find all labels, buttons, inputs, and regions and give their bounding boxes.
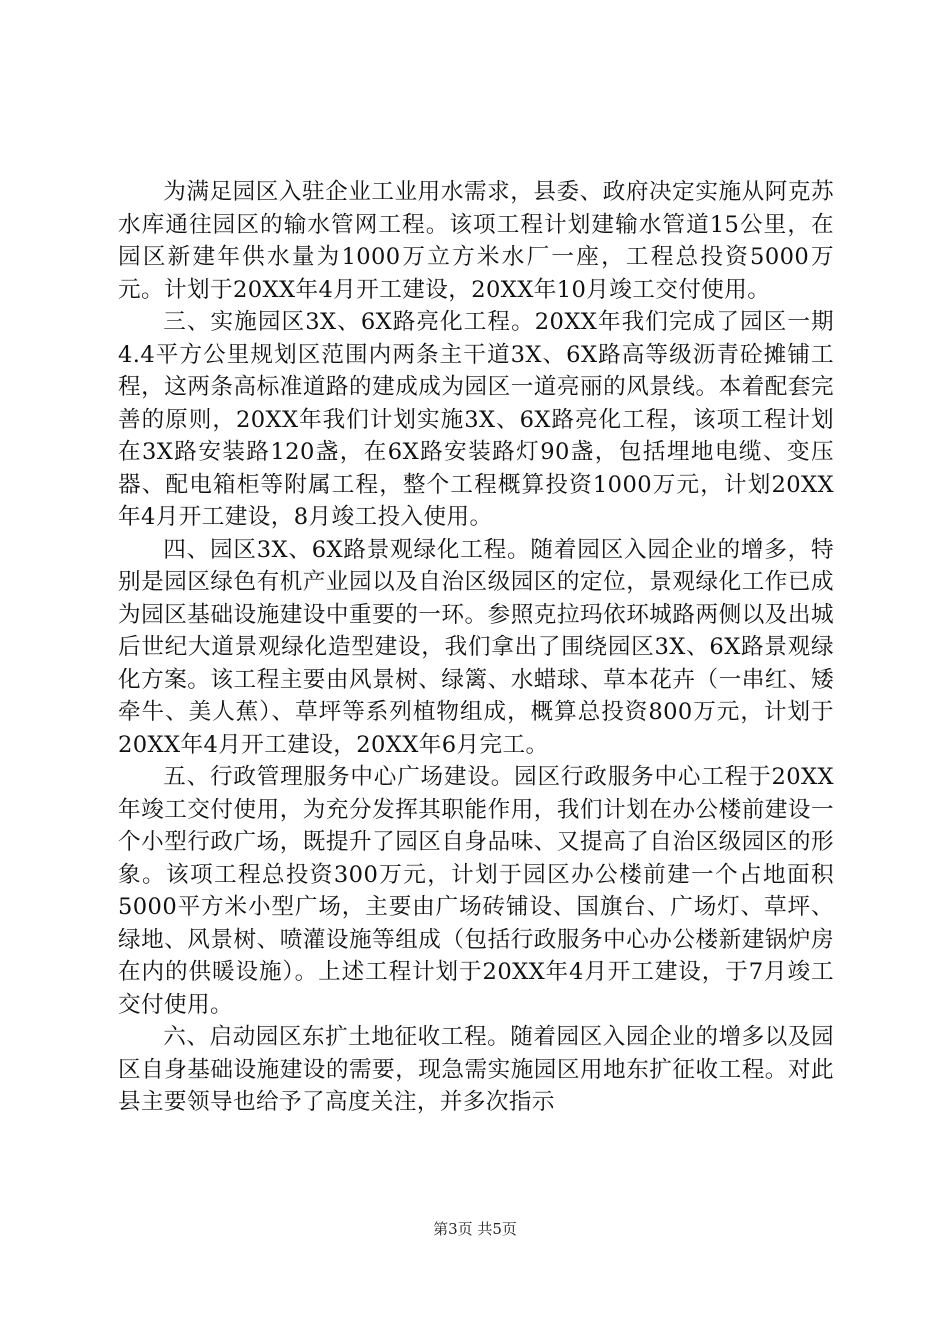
page-footer: 第3页 共5页 — [433, 1220, 517, 1238]
paragraph-road-lighting: 三、实施园区3X、6X路亮化工程。20XX年我们完成了园区一期4.4平方公里规划区范围内两条主干道3X、6X路高等级沥青砼摊铺工程，这两条高标准道路的建成成为园区一道亮丽的风景线。本着配套完善的原则，20XX年我们计划实施3X、6X路亮化工程，该项工程计划在3X路安装路120盏，在6X路安装路灯90盏，包括埋地电缆、变压器、配电箱柜等附属工程，整个工程概算投资1000万元，计划20XX年4月开工建设，8月竣工投入使用。 — [118, 309, 834, 530]
body-text — [118, 176, 834, 1119]
paragraph-landscape-greening: 四、园区3X、6X路景观绿化工程。随着园区入园企业的增多，特别是园区绿色有机产业园以及自治区级园区的定位，景观绿化工作已成为园区基础设施建设中重要的一环。参照克拉玛依环城路两侧以及出城后世纪大道景观绿化造型建设，我们拿出了围绕园区3X、6X路景观绿化方案。该工程主要由风景树、绿篱、水蜡球、草本花卉（一串红、矮牵牛、美人蕉）、草坪等系列植物组成，概算总投资800万元，计划于20XX年4月开工建设，20XX年6月完工。 — [118, 536, 834, 758]
paragraph-admin-plaza: 五、行政管理服务中心广场建设。园区行政服务中心工程于20XX年竣工交付使用，为充分发挥其职能作用，我们计划在办公楼前建设一个小型行政广场，既提升了园区自身品味、又提高了自治区级园区的形象。该项工程总投资300万元，计划于园区办公楼前建一个占地面积5000平方米小型广场，主要由广场砖铺设、国旗台、广场灯、草坪、绿地、风景树、喷灌设施等组成（包括行政服务中心办公楼新建锅炉房在内的供暖设施）。上述工程计划于20XX年4月开工建设，于7月竣工交付使用。 — [118, 764, 834, 1018]
paragraph-east-expansion: 六、启动园区东扩土地征收工程。随着园区入园企业的增多以及园区自身基础设施建设的需要，现急需实施园区用地东扩征收工程。对此县主要领导也给予了高度关注，并多次指示 — [118, 1024, 834, 1115]
paragraph-water-pipeline: 为满足园区入驻企业工业用水需求，县委、政府决定实施从阿克苏水库通往园区的输水管网工程。该项工程计划建输水管道15公里，在园区新建年供水量为1000万立方米水厂一座，工程总投资5000万元。计划于20XX年4月开工建设，20XX年10月竣工交付使用。 — [118, 179, 834, 303]
